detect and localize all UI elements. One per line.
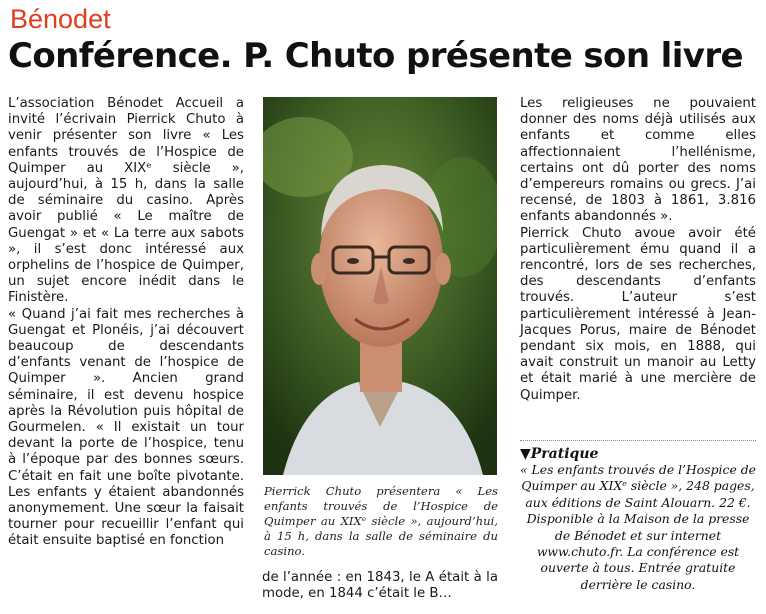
paragraph-quote: « Quand j’ai fait mes recherches à Guengat et Plonéis, j’ai découvert beaucoup de descendants d’enfants venant de l’hospice de Quimper ». Ancien grand séminaire, il est devenu hospice après la Révolution puis hôpital de Gourmelen. « Il existait un tour devant la porte de l’hospice, tenu à l’époque par des bonnes sœurs. C’était en fait une boîte pivotante. Les enfants y étaient abandonnés anonymement. Une sœur la faisait tourner pour recueillir l’enfant qui était ensuite baptisé en fonction [8, 306, 244, 549]
pratique-title: ▼Pratique [520, 446, 599, 462]
paragraph-names: Les religieuses ne pouvaient donner des noms déjà utilisés aux enfants et comme elles affectionnaient l’hellénisme, certains ont dû porter des noms d’empereurs romains ou grecs. J’ai recensé, de 1803 à 1861, 3.816 enfants abandonnés ». [520, 96, 756, 225]
column-middle-continuation [262, 570, 498, 602]
paragraph-descendants: Pierrick Chuto avoue avoir été particulièrement ému quand il a rencontré, lors de ses recherches, des descendants d’enfants trouvés. L’auteur s’est particulièrement intéressé à Jean-Jacques Porus, maire de Bénodet pendant six mois, en 1888, qui avait construit un manoir au Letty et était marié à une mercière de Quimper. [520, 225, 756, 403]
paragraph-intro: L’association Bénodet Accueil a invité l’écrivain Pierrick Chuto à venir présenter son livre « Les enfants trouvés de l’Hospice de Quimper au XIXᵉ siècle », aujourd’hui, à 15 h, dans la salle de séminaire du casino. Après avoir publié « Le maître de Guengat » et « La terre aux sabots », il s’est donc intéressé aux orphelins de l’hospice de Quimper, un sujet encore inédit dans le Finistère. [8, 96, 244, 306]
pratique-info: « Les enfants trouvés de l’Hospice de Quimper au XIXᵉ siècle », 248 pages, aux éditions de Saint Alouarn. 22 €. Disponible à la Maison de la presse de Bénodet et sur internet www.chuto.fr. La conférence est ouverte à tous. Entrée gratuite derrière le casino. [520, 462, 756, 592]
column-right [520, 96, 756, 404]
headline: Conférence. P. Chuto présente son livre [8, 36, 743, 76]
portrait-illustration [263, 97, 497, 475]
author-photo [263, 97, 497, 475]
column-left [8, 96, 244, 550]
pratique-divider [520, 440, 756, 441]
paragraph-continuation: de l’année : en 1843, le A était à la mode, en 1844 c’était le B… [262, 570, 498, 602]
photo-caption: Pierrick Chuto présentera « Les enfants trouvés de l’Hospice de Quimper au XIXᵉ siècle », aujourd’hui, à 15 h, dans la salle de séminaire du casino. [264, 484, 498, 558]
section-kicker: Bénodet [10, 4, 111, 34]
